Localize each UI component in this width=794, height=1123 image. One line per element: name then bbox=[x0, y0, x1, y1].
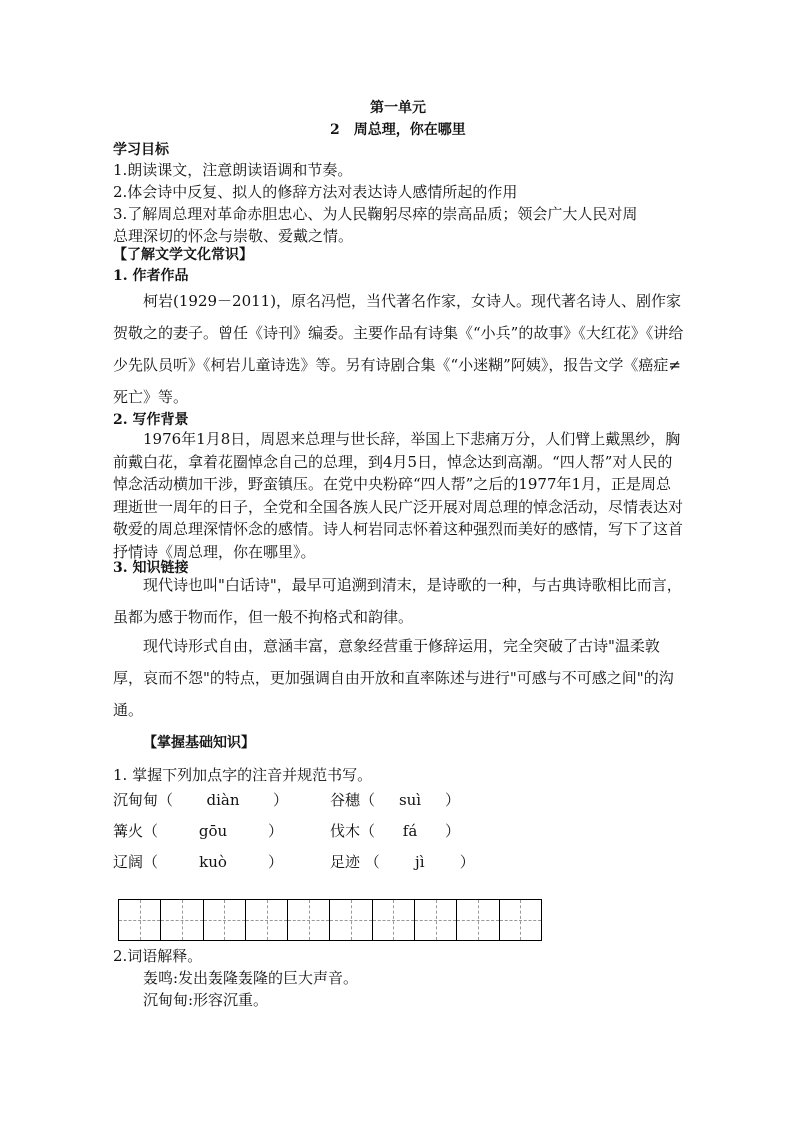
pinyin-item bbox=[330, 820, 460, 842]
writing-cell[interactable] bbox=[415, 900, 457, 940]
writing-cell[interactable] bbox=[161, 900, 203, 940]
pinyin-close: ） bbox=[445, 791, 461, 809]
knowledge-paragraph-2: 现代诗形式自由，意涵丰富，意象经营重于修辞运用，完全突破了古诗"温柔敦厚，哀而不怨"的特点，更加强调自由开放和直率陈述与进行"可感与不可感之间"的沟通。 bbox=[113, 637, 674, 719]
knowledge-heading: 3. 知识链接 bbox=[113, 560, 189, 576]
writing-cell[interactable] bbox=[500, 900, 541, 940]
pinyin-close: ） bbox=[459, 853, 475, 871]
goal-item-3: 3.了解周总理对革命赤胆忠心、为人民鞠躬尽瘁的崇高品质；领会广大人民对周 bbox=[113, 205, 638, 223]
pinyin-word: 伐木（ bbox=[330, 822, 376, 840]
author-paragraph: 柯岩(1929－2011)，原名冯恺，当代著名作家，女诗人。现代著名诗人、剧作家贺敬之的妻子。曾任《诗刊》编委。主要作品有诗集《“小兵”的故事》《大红花》《讲给少先队员听》《柯岩儿童诗选》等。另有诗剧合集《“小迷糊”阿姨》，报告文学《癌症≠死亡》等。 bbox=[113, 292, 684, 406]
question-1: 1. 掌握下列加点字的注音并规范书写。 bbox=[113, 766, 373, 784]
writing-cell[interactable] bbox=[246, 900, 288, 940]
goal-item-2: 2.体会诗中反复、拟人的修辞方法对表达诗人感情所起的作用 bbox=[113, 183, 518, 201]
background-heading: 2. 写作背景 bbox=[113, 412, 189, 428]
pinyin-word: 足迹 （ bbox=[330, 853, 380, 871]
pinyin-answer: fá bbox=[402, 822, 418, 840]
definition-item: 沉甸甸:形容沉重。 bbox=[143, 991, 269, 1009]
pinyin-answer: diàn bbox=[206, 791, 240, 809]
writing-cell[interactable] bbox=[457, 900, 499, 940]
pinyin-close: ） bbox=[268, 853, 284, 871]
pinyin-word: 谷穗（ bbox=[330, 791, 376, 809]
lesson-title: 2 周总理，你在哪里 bbox=[330, 122, 466, 138]
pinyin-answer: kuò bbox=[199, 853, 227, 871]
pinyin-close: ） bbox=[445, 822, 461, 840]
writing-cell[interactable] bbox=[373, 900, 415, 940]
goals-heading: 学习目标 bbox=[113, 142, 169, 158]
writing-grid[interactable] bbox=[118, 899, 542, 941]
pinyin-word: 沉甸甸（ bbox=[113, 791, 174, 809]
pinyin-item bbox=[330, 789, 460, 811]
pinyin-answer: gōu bbox=[198, 822, 228, 840]
question-2: 2.词语解释。 bbox=[113, 947, 203, 965]
pinyin-item bbox=[330, 851, 475, 873]
pinyin-item bbox=[113, 820, 283, 842]
background-paragraph: 1976年1月8日，周恩来总理与世长辞，举国上下悲痛万分，人们臂上戴黑纱，胸前戴白花，拿着花圈悼念自己的总理，到4月5日，悼念达到高潮。“四人帮”对人民的悼念活动横加干涉，野蛮镇压。在党中央粉碎“四人帮”之后的1977年1月，正是周总理逝世一周年的日子，全党和全国各族人民广泛开展对周总理的悼念活动，尽情表达对敬爱的周总理深情怀念的感情。诗人柯岩同志怀着这种强烈而美好的感情，写下了这首抒情诗《周总理，你在哪里》。 bbox=[113, 430, 684, 561]
writing-cell[interactable] bbox=[204, 900, 246, 940]
author-heading: 1. 作者作品 bbox=[113, 268, 189, 284]
knowledge-paragraph-1: 现代诗也叫"白话诗"，最早可追溯到清末，是诗歌的一种，与古典诗歌相比而言，虽都为感于物而作，但一般不拘格式和韵律。 bbox=[113, 576, 682, 626]
pinyin-close: ） bbox=[273, 791, 289, 809]
pinyin-item bbox=[113, 789, 288, 811]
pinyin-close: ） bbox=[268, 822, 284, 840]
goal-item-4: 总理深切的怀念与崇敬、爱戴之情。 bbox=[113, 227, 354, 245]
pinyin-word: 辽阔（ bbox=[113, 853, 159, 871]
pinyin-answer: suì bbox=[398, 791, 422, 809]
pinyin-answer: jì bbox=[415, 853, 425, 871]
writing-cell[interactable] bbox=[330, 900, 372, 940]
pinyin-item bbox=[113, 851, 283, 873]
definition-item: 轰鸣:发出轰隆轰隆的巨大声音。 bbox=[143, 969, 359, 987]
writing-cell[interactable] bbox=[119, 900, 161, 940]
unit-title: 第一单元 bbox=[370, 100, 426, 116]
writing-cell[interactable] bbox=[288, 900, 330, 940]
goal-item-1: 1.朗读课文，注意朗读语调和节奏。 bbox=[113, 161, 353, 179]
culture-heading: 【了解文学文化常识】 bbox=[113, 247, 253, 263]
basics-heading: 【掌握基础知识】 bbox=[143, 735, 255, 751]
pinyin-word: 篝火（ bbox=[113, 822, 159, 840]
